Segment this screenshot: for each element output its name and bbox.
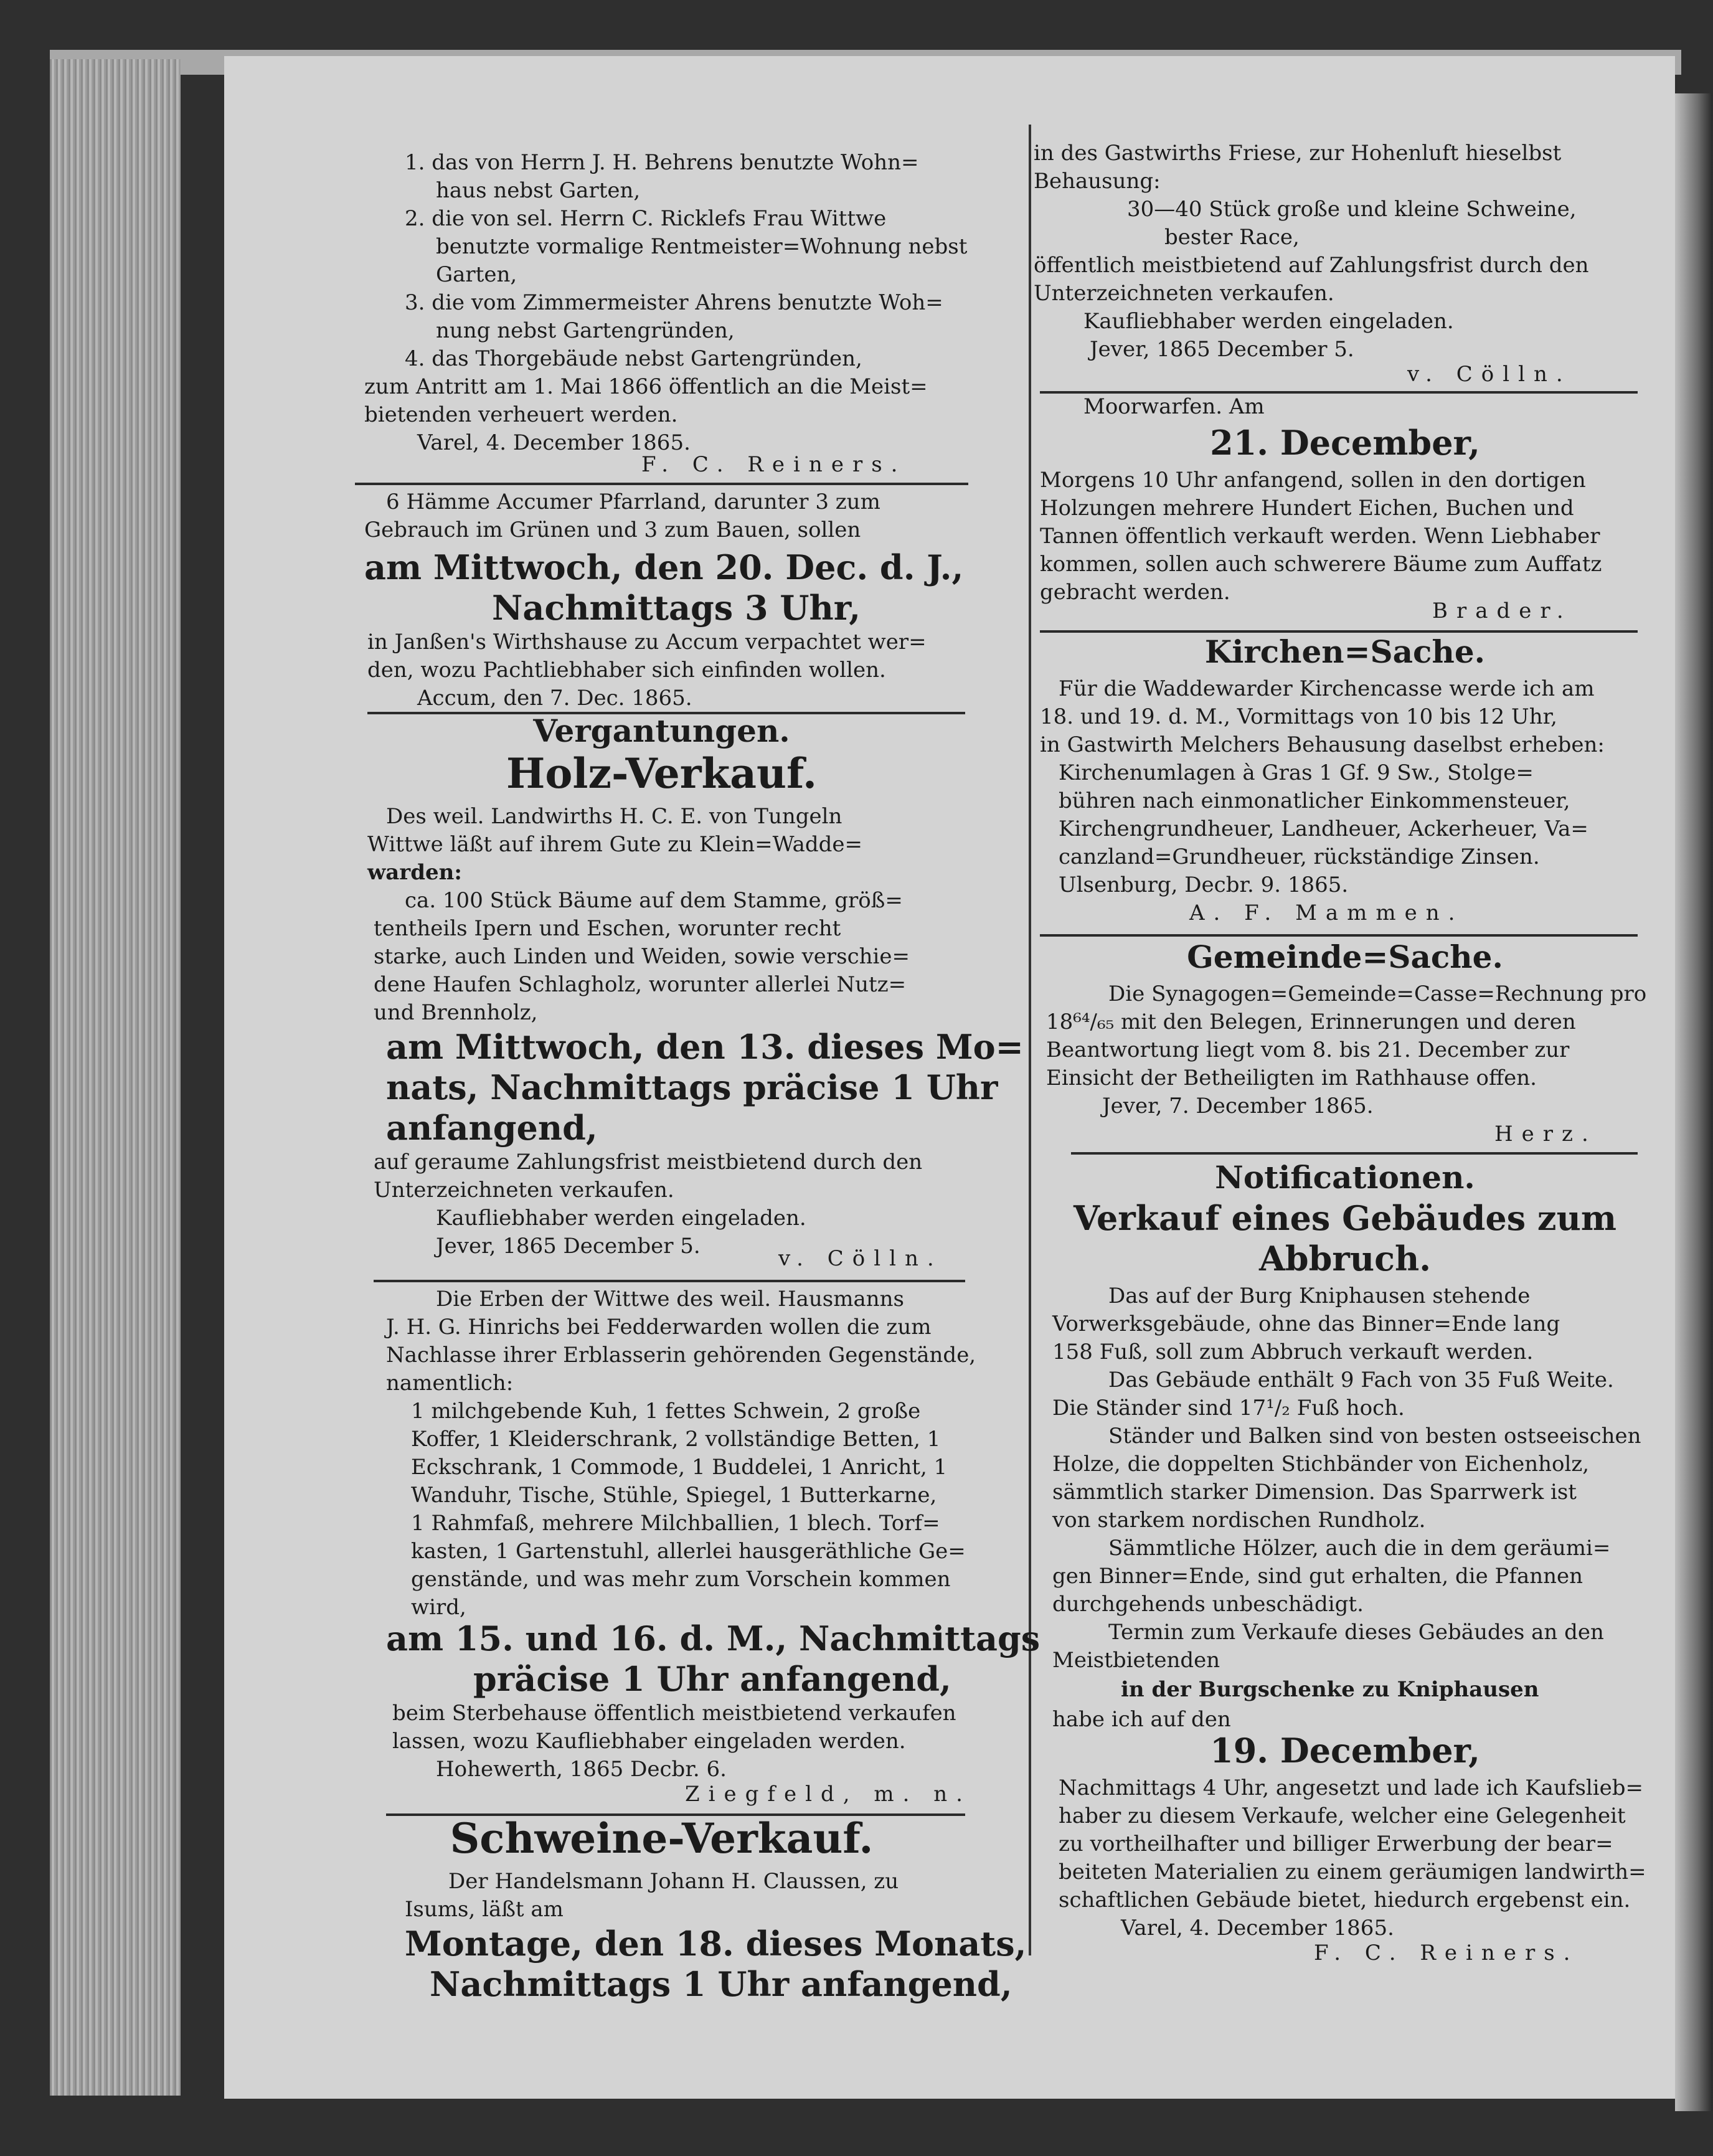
text-line: Das auf der Burg Kniphausen stehende [1108,1284,1531,1308]
text-line: ca. 100 Stück Bäume auf dem Stamme, größ= [405,888,903,913]
text-line: Eckschrank, 1 Commode, 1 Buddelei, 1 Anricht, 1 [411,1455,948,1480]
text-line: haber zu diesem Verkaufe, welcher eine Gelegenheit [1059,1804,1626,1828]
text-line: in des Gastwirths Friese, zur Hohenluft hieselbst [1034,141,1562,166]
signature: v. Cölln. [778,1246,943,1271]
column-divider [1029,125,1031,1955]
text-line: Hohewerth, 1865 Decbr. 6. [436,1757,727,1782]
text-line: Morgens 10 Uhr anfangend, sollen in den dortigen [1040,468,1586,493]
text-line: Unterzeichneten verkaufen. [374,1178,674,1203]
text-line: habe ich auf den [1052,1707,1231,1732]
text-line: Ständer und Balken sind von besten ostseeischen [1108,1424,1641,1449]
text-line: Meistbietenden [1052,1648,1220,1673]
text-line: Gebrauch im Grünen und 3 zum Bauen, sollen [364,518,861,542]
rule [1040,934,1638,937]
text-line: Jever, 7. December 1865. [1102,1094,1374,1118]
text-line: zu vortheilhafter und billiger Erwerbung der bear= [1059,1832,1613,1856]
text-line: Kirchengrundheuer, Landheuer, Ackerheuer, Va= [1059,816,1588,841]
rule [1071,1152,1638,1155]
auction-date-heading: am Mittwoch, den 13. dieses Mo= [386,1027,1024,1067]
text-line: Kaufliebhaber werden eingeladen. [1083,309,1454,334]
text-line: lassen, wozu Kaufliebhaber eingeladen werden. [392,1729,906,1754]
signature: A. F. Mammen. [1189,901,1464,925]
text-line: Moorwarfen. Am [1083,394,1265,419]
signature: v. Cölln. [1407,362,1572,387]
text-line: und Brennholz, [374,1000,538,1025]
text-line: Wanduhr, Tische, Stühle, Spiegel, 1 Butterkarne, [411,1483,937,1508]
text-line: Jever, 1865 December 5. [1090,337,1354,362]
rule [1040,630,1638,633]
text-line: kommen, sollen auch schwerere Bäume zum Auffatz [1040,552,1602,577]
rule [374,1280,965,1282]
text-line: schaftlichen Gebäude bietet, hiedurch ergebenst ein. [1059,1888,1631,1913]
auction-date-heading: 21. December, [1210,423,1480,463]
text-line: Unterzeichneten verkaufen. [1034,281,1334,306]
text-line: gen Binner=Ende, sind gut erhalten, die Pfannen [1052,1564,1583,1589]
text-line: 18⁶⁴/₆₅ mit den Belegen, Erinnerungen und deren [1046,1009,1576,1034]
ad-title: Abbruch. [1258,1239,1432,1279]
text-line: Der Handelsmann Johann H. Claussen, zu [448,1869,899,1894]
text-line: J. H. G. Hinrichs bei Fedderwarden wollen die zum [386,1315,932,1340]
text-line: dene Haufen Schlagholz, worunter allerlei Nutz= [374,972,907,997]
text-line: Jever, 1865 December 5. [436,1234,701,1259]
text-line: 1 Rahmfaß, mehrere Milchballien, 1 blech. Torf= [411,1511,940,1536]
auction-date-heading: präcise 1 Uhr anfangend, [473,1659,951,1699]
text-line: Tannen öffentlich verkauft werden. Wenn Liebhaber [1040,524,1600,549]
text-line: von starkem nordischen Rundholz. [1052,1508,1426,1533]
text-line: Ulsenburg, Decbr. 9. 1865. [1059,872,1349,897]
text-line: 30—40 Stück große und kleine Schweine, [1127,197,1577,222]
text-line: 18. und 19. d. M., Vormittags von 10 bis 12 Uhr, [1040,704,1557,729]
text-line: warden: [367,860,462,885]
section-heading: Notificationen. [1215,1159,1475,1196]
text-line: Das Gebäude enthält 9 Fach von 35 Fuß Weite. [1108,1368,1614,1392]
auction-date-heading: nats, Nachmittags präcise 1 Uhr [386,1067,998,1107]
auction-date-heading: am Mittwoch, den 20. Dec. d. J., [364,547,964,587]
text-line: benutzte vormalige Rentmeister=Wohnung nebst [436,234,968,259]
text-line: bietenden verheuert werden. [364,402,678,427]
section-heading: Gemeinde=Sache. [1187,939,1503,975]
book-page-edges [50,59,181,2096]
auction-date-heading: 19. December, [1210,1731,1480,1771]
text-line: beim Sterbehause öffentlich meistbietend verkaufen [392,1701,956,1726]
text-line: haus nebst Garten, [436,178,641,203]
text-line: in Janßen's Wirthshause zu Accum verpachtet wer= [367,630,927,655]
text-line: Des weil. Landwirths H. C. E. von Tungeln [386,804,842,829]
section-heading: Kirchen=Sache. [1204,633,1486,670]
text-line: namentlich: [386,1371,514,1396]
auction-date-heading: Nachmittags 1 Uhr anfangend, [430,1964,1012,2004]
text-line: 158 Fuß, soll zum Abbruch verkauft werden. [1052,1340,1534,1364]
text-line: Accum, den 7. Dec. 1865. [417,686,692,711]
auction-location: in der Burgschenke zu Kniphausen [1121,1677,1539,1702]
text-line: bester Race, [1164,225,1300,250]
text-line: Einsicht der Betheiligten im Rathhause offen. [1046,1066,1537,1090]
text-line: sämmtlich starker Dimension. Das Sparrwerk ist [1052,1480,1577,1505]
text-line: 1. das von Herrn J. H. Behrens benutzte Wohn= [405,150,919,175]
text-line: bühren nach einmonatlicher Einkommensteuer, [1059,788,1570,813]
text-line: Vorwerksgebäude, ohne das Binner=Ende lang [1052,1312,1560,1336]
text-line: Wittwe läßt auf ihrem Gute zu Klein=Wadde= [367,832,862,857]
text-line: Isums, läßt am [405,1897,564,1922]
text-line: Varel, 4. December 1865. [1121,1916,1394,1941]
ad-title: Holz-Verkauf. [506,749,817,798]
text-line: 2. die von sel. Herrn C. Ricklefs Frau Wittwe [405,206,887,231]
text-line: starke, auch Linden und Weiden, sowie verschie= [374,944,910,969]
signature: F. C. Reiners. [1314,1941,1579,1965]
text-line: canzland=Grundheuer, rückständige Zinsen. [1059,844,1540,869]
text-line: Nachmittags 4 Uhr, angesetzt und lade ich Kaufslieb= [1059,1775,1644,1800]
text-line: nung nebst Gartengründen, [436,318,735,343]
text-line: genstände, und was mehr zum Vorschein kommen [411,1567,951,1592]
text-line: Termin zum Verkaufe dieses Gebäudes an den [1108,1620,1604,1645]
text-line: zum Antritt am 1. Mai 1866 öffentlich an die Meist= [364,374,928,399]
text-line: Kaufliebhaber werden eingeladen. [436,1206,806,1231]
text-line: gebracht werden. [1040,580,1230,605]
auction-date-heading: anfangend, [386,1108,598,1148]
text-line: Die Synagogen=Gemeinde=Casse=Rechnung pro [1108,981,1647,1006]
signature: Herz. [1494,1122,1597,1147]
text-line: Koffer, 1 Kleiderschrank, 2 vollständige Betten, 1 [411,1427,941,1452]
text-line: öffentlich meistbietend auf Zahlungsfrist durch den [1034,253,1589,278]
text-line: Die Erben der Wittwe des weil. Hausmanns [436,1287,905,1312]
text-line: Varel, 4. December 1865. [417,430,691,455]
text-line: Kirchenumlagen à Gras 1 Gf. 9 Sw., Stolge= [1059,760,1534,785]
text-line: Beantwortung liegt vom 8. bis 21. December zur [1046,1038,1570,1062]
text-line: Holzungen mehrere Hundert Eichen, Buchen und [1040,496,1574,521]
text-line: Für die Waddewarder Kirchencasse werde ich am [1059,676,1595,701]
text-line: Holze, die doppelten Stichbänder von Eichenholz, [1052,1452,1590,1477]
text-line: wird, [411,1595,466,1620]
ad-title: Schweine-Verkauf. [450,1814,874,1863]
text-line: 3. die vom Zimmermeister Ahrens benutzte Woh= [405,290,943,315]
page-gutter-shadow [1675,93,1712,2111]
text-line: durchgehends unbeschädigt. [1052,1592,1364,1617]
signature: Brader. [1432,598,1572,623]
text-line: Nachlasse ihrer Erblasserin gehörenden Gegenstände, [386,1343,976,1368]
text-line: 6 Hämme Accumer Pfarrland, darunter 3 zum [386,489,880,514]
auction-date-heading: am 15. und 16. d. M., Nachmittags [386,1619,1041,1658]
ad-title: Verkauf eines Gebäudes zum [1074,1198,1616,1238]
text-line: Garten, [436,262,517,287]
rule [355,483,968,485]
text-line: den, wozu Pachtliebhaber sich einfinden wollen. [367,658,886,683]
signature: F. C. Reiners. [641,452,907,477]
auction-time-heading: Nachmittags 3 Uhr, [492,588,861,628]
auction-date-heading: Montage, den 18. dieses Monats, [405,1924,1027,1964]
text-line: 1 milchgebende Kuh, 1 fettes Schwein, 2 große [411,1399,921,1424]
signature: Ziegfeld, m. n. [685,1782,971,1807]
text-line: tentheils Ipern und Eschen, worunter recht [374,916,841,941]
text-line: beiteten Materialien zu einem geräumigen landwirth= [1059,1860,1646,1884]
text-line: kasten, 1 Gartenstuhl, allerlei hausgeräthliche Ge= [411,1539,966,1564]
text-line: 4. das Thorgebäude nebst Gartengründen, [405,346,862,371]
text-line: auf geraume Zahlungsfrist meistbietend durch den [374,1150,923,1175]
section-heading: Vergantungen. [533,712,790,749]
text-line: in Gastwirth Melchers Behausung daselbst erheben: [1040,732,1605,757]
text-line: Sämmtliche Hölzer, auch die in dem geräumi= [1108,1536,1611,1561]
text-line: Die Ständer sind 17¹/₂ Fuß hoch. [1052,1396,1405,1421]
text-line: Behausung: [1034,169,1161,194]
